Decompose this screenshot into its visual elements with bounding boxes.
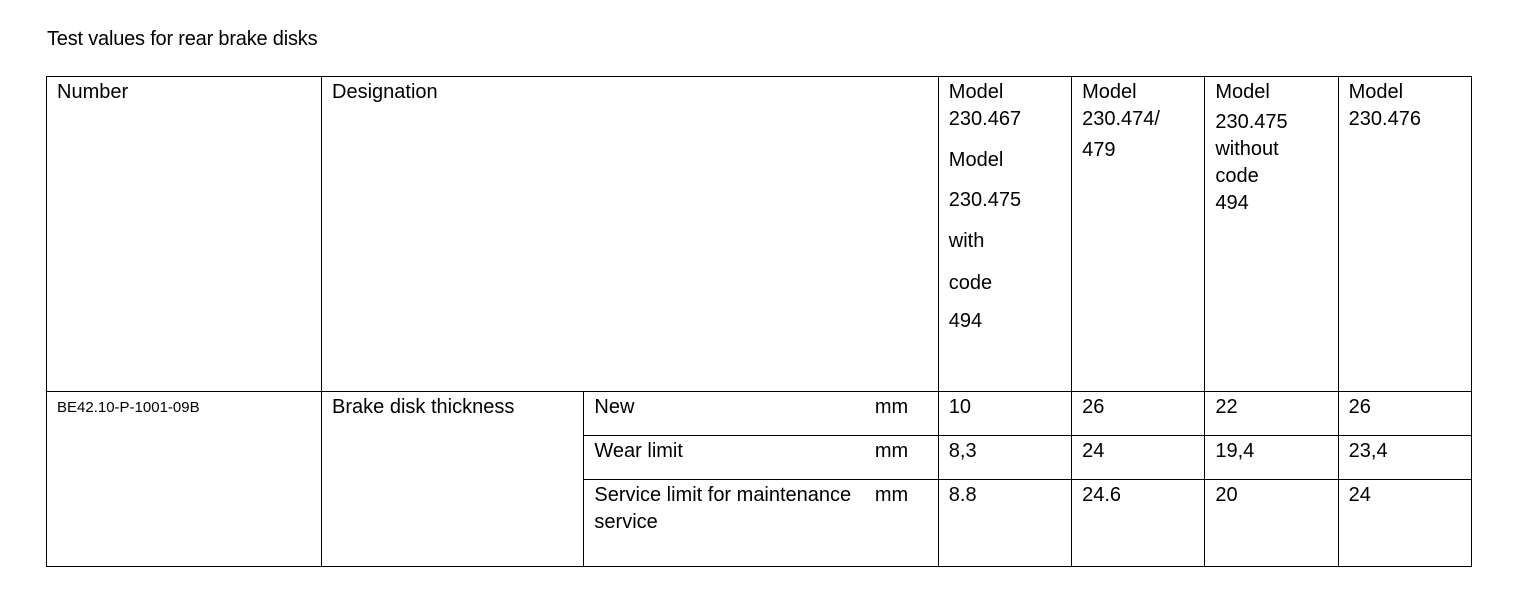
model-1-line: code bbox=[948, 272, 993, 294]
model-3-line: without bbox=[1215, 138, 1279, 160]
header-model-1 bbox=[938, 77, 1071, 392]
row-value: 24 bbox=[1338, 480, 1471, 567]
model-1-stack bbox=[949, 79, 1071, 335]
model-1-line: 494 bbox=[948, 310, 983, 332]
model-3-line: code bbox=[1215, 165, 1259, 187]
row-value: 26 bbox=[1338, 392, 1471, 436]
row-value: 24.6 bbox=[1072, 480, 1205, 567]
model-2-line: 479 bbox=[1082, 139, 1116, 161]
row-unit: mm bbox=[875, 436, 938, 480]
model-3-line: 230.475 bbox=[1215, 111, 1288, 133]
table-row bbox=[47, 392, 1472, 436]
header-model-3 bbox=[1205, 77, 1338, 392]
row-value: 8.8 bbox=[938, 480, 1071, 567]
row-value: 22 bbox=[1205, 392, 1338, 436]
row-value: 19,4 bbox=[1205, 436, 1338, 480]
row-number: BE42.10-P-1001-09B bbox=[47, 392, 322, 567]
row-value: 8,3 bbox=[938, 436, 1071, 480]
model-1-line: 230.475 bbox=[948, 189, 1022, 211]
model-2-stack bbox=[1082, 79, 1204, 164]
model-3-line: 494 bbox=[1215, 192, 1249, 214]
row-value: 20 bbox=[1205, 480, 1338, 567]
header-designation: Designation bbox=[322, 77, 939, 392]
model-1-line: Model bbox=[948, 81, 1004, 103]
row-value: 26 bbox=[1072, 392, 1205, 436]
model-1-line: 230.467 bbox=[948, 108, 1022, 130]
model-1-line: with bbox=[948, 230, 985, 252]
header-model-2 bbox=[1072, 77, 1205, 392]
model-3-line: Model bbox=[1215, 81, 1270, 103]
row-value: 10 bbox=[938, 392, 1071, 436]
row-designation: Brake disk thickness bbox=[322, 392, 584, 567]
row-sub: Service limit for maintenance service bbox=[584, 480, 875, 567]
model-4-line: Model bbox=[1348, 81, 1404, 103]
header-row bbox=[47, 77, 1472, 392]
row-unit: mm bbox=[875, 392, 938, 436]
row-sub: Wear limit bbox=[584, 436, 875, 480]
model-3-stack bbox=[1215, 79, 1337, 217]
row-value: 23,4 bbox=[1338, 436, 1471, 480]
model-1-line: Model bbox=[948, 149, 1004, 171]
test-values-table bbox=[46, 76, 1472, 567]
model-4-line: 230.476 bbox=[1348, 108, 1421, 130]
header-number: Number bbox=[47, 77, 322, 392]
header-model-4 bbox=[1338, 77, 1471, 392]
row-sub: New bbox=[584, 392, 875, 436]
row-value: 24 bbox=[1072, 436, 1205, 480]
page-title: Test values for rear brake disks bbox=[47, 28, 318, 50]
model-2-line: 230.474/ bbox=[1082, 108, 1160, 130]
row-unit: mm bbox=[875, 480, 938, 567]
model-2-line: Model bbox=[1082, 81, 1137, 103]
model-4-stack bbox=[1349, 79, 1471, 133]
